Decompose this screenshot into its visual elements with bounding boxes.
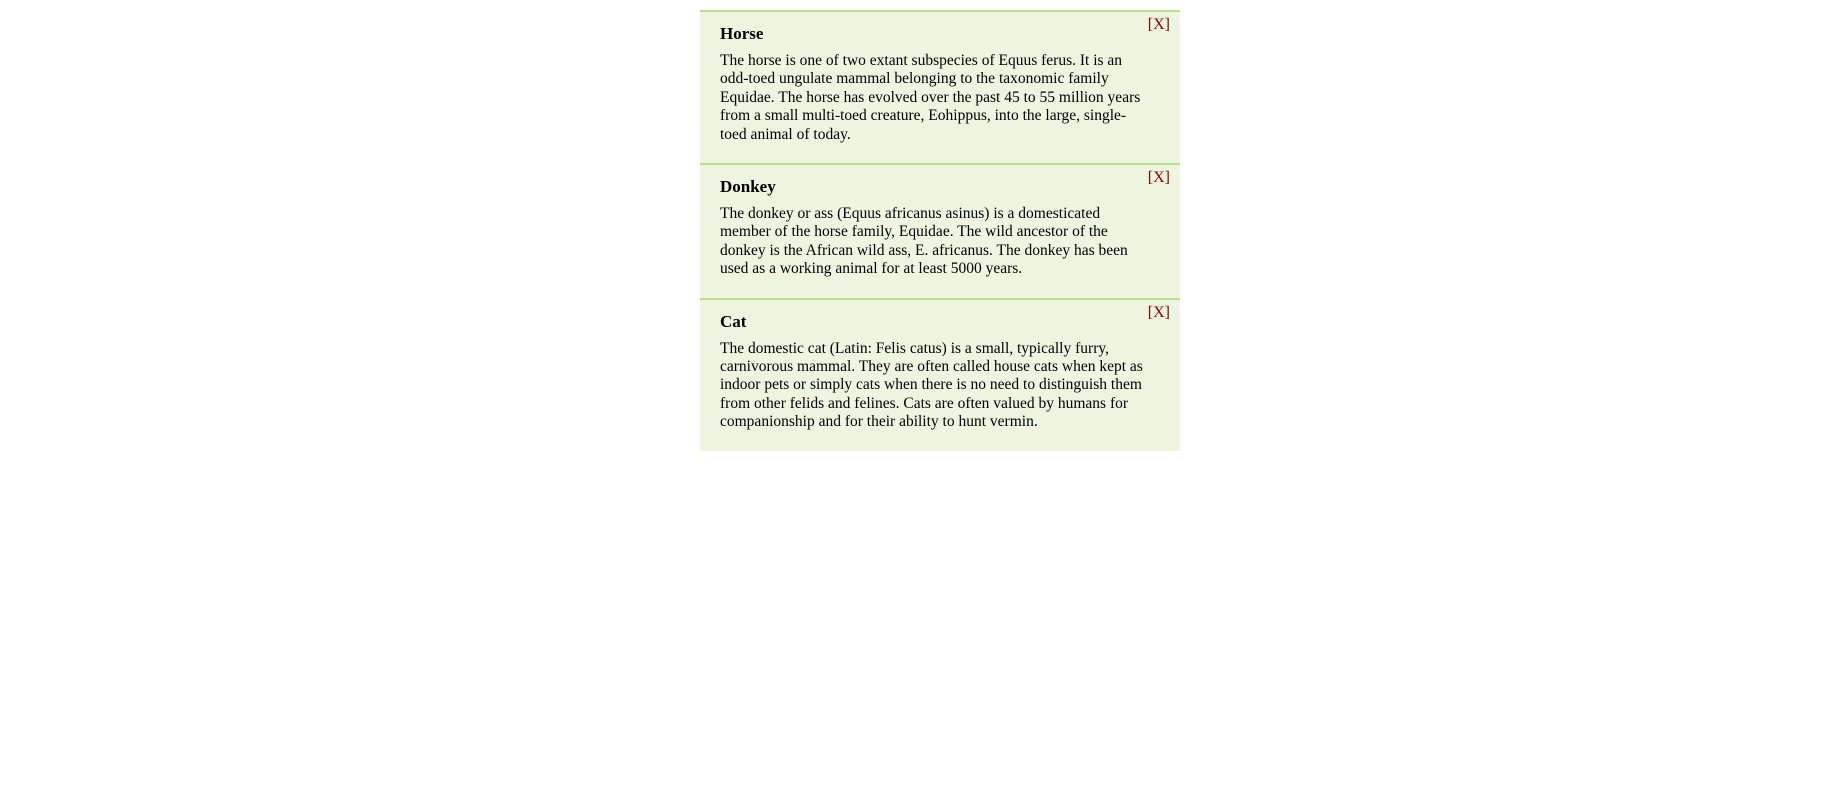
close-button[interactable]: [X]	[1147, 16, 1170, 33]
panel-donkey	[700, 163, 1180, 298]
panel-list	[700, 10, 1180, 451]
panel-title: Donkey	[720, 177, 776, 197]
panel-horse	[700, 10, 1180, 163]
panel-body: The horse is one of two extant subspecies of Equus ferus. It is an odd-toed ungulate mammal belonging to the taxonomic family Equidae. The horse has evolved over the past 45 to 55 million years from a small multi-toed creature, Eohippus, into the large, single-toed animal of today.	[720, 52, 1141, 143]
panel-body: The donkey or ass (Equus africanus asinus) is a domesticated member of the horse family, Equidae. The wild ancestor of the donkey is the African wild ass, E. africanus. The donkey has been used as a working animal for at least 5000 years.	[720, 205, 1128, 278]
close-button[interactable]: [X]	[1147, 169, 1170, 187]
panel-cat	[700, 298, 1180, 451]
panel-title: Horse	[720, 24, 764, 43]
close-button[interactable]: [X]	[1147, 303, 1170, 321]
panel-body: The domestic cat (Latin: Felis catus) is a small, typically furry, carnivorous mammal. They are often called house cats when kept as indoor pets or simply cats when there is no need to distinguish them from other felids and felines. Cats are often valued by humans for companionship and for their ability to hunt vermin.	[720, 339, 1143, 431]
panel-title: Cat	[720, 311, 747, 331]
